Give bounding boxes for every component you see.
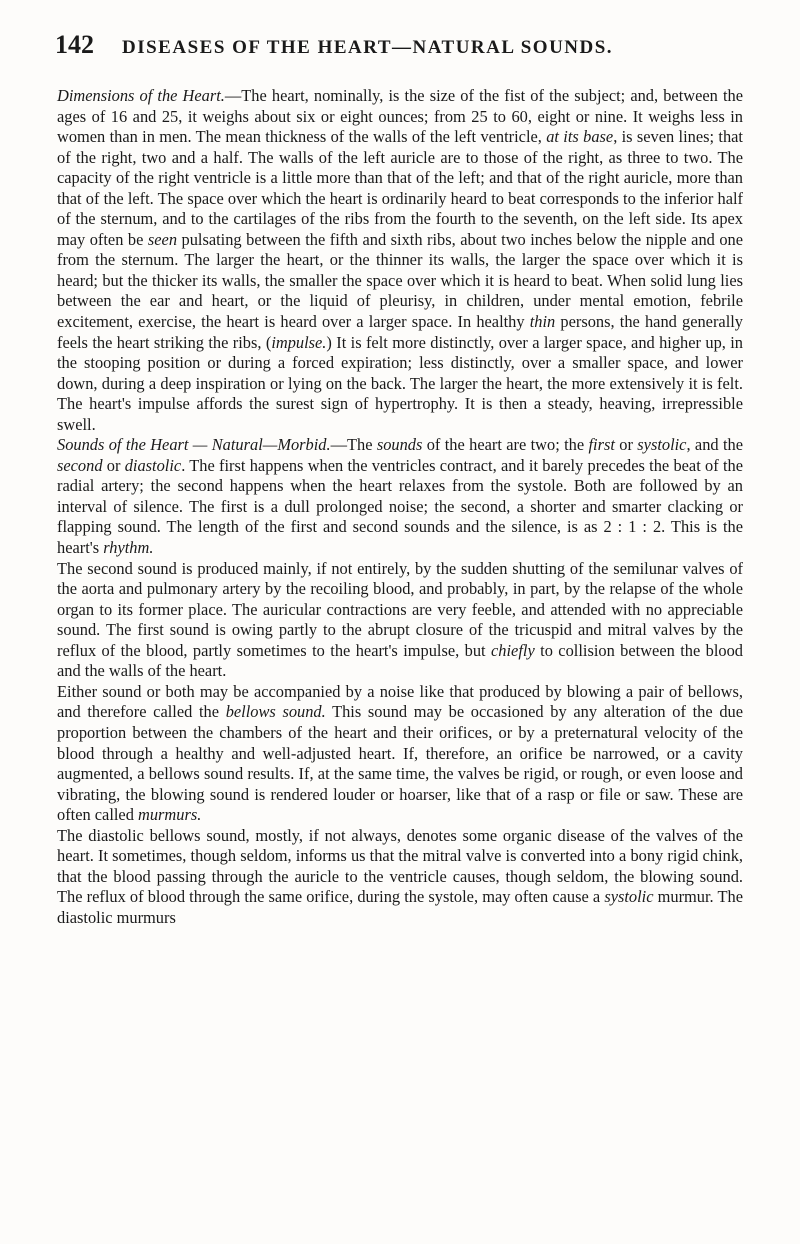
italic-text-run: at its base — [546, 127, 614, 147]
text-run: —The heart, nominally, is the size of the fist of the subject; and, between the ages of 16 and 25, it weighs about six or eight ounces; from 25 to 60, eight or nine. It weighs less in women than in men. The mean thickness of the walls of the left ventricle, — [57, 86, 743, 147]
text-run: pulsating between the fifth and sixth ribs, about two inches below the nipple and one from the sternum. The larger the heart, or the thinner its walls, the larger the space over which it is heard; but the thicker its walls, the smaller the space over which it is heard to beat. When solid lung lies between the ear and heart, or the liquid of pleurisy, in children, under mental emotion, febrile excitement, exercise, the heart is heard over a larger space. In healthy — [57, 229, 743, 332]
italic-text-run: diastolic — [124, 455, 182, 475]
italic-text-run: Dimensions of the Heart. — [57, 86, 225, 105]
text-run: This sound may be occasioned by any alteration of the due proportion between the chambers of the heart and their orifices, or by a preternatural velocity of the blood through a healthy and well-adjusted heart. If, therefore, an orifice be narrowed, or a cavity augmented, a bellows sound results. If, at the same time, the valves be rigid, or rough, or even loose and vibrating, the blowing sound is rendered louder or hoarser, like that of a rasp or file or saw. These are often called — [57, 702, 743, 825]
text-run: , is seven lines; that of the right, two and a half. The walls of the left auricle are to those of the right, as three to two. The capacity of the right ventricle is a little more than that of the left; and that of the right auricle, more than that of the left. The space over which the heart is ordinarily heard to beat corresponds to the inferior half of the sternum, and to the cartilages of the ribs from the fourth to the seventh, on the left side. Its apex may often be — [57, 127, 743, 249]
running-head: DISEASES OF THE HEART—NATURAL SOUNDS. — [122, 37, 614, 58]
text-run: or — [102, 455, 125, 475]
text-run: Either sound or both may be accompanied by a noise like that produced by blowing a pair of bellows, and therefore called the — [57, 681, 743, 722]
text-run: ) It is felt more distinctly, over a larger space, and higher up, in the stooping position or during a forced expiration; less distinctly, over a smaller space, and lower down, during a deep inspiration or lying on the back. The larger the heart, the more extensively it is felt. The heart's impulse affords the surest sign of hypertrophy. It is then a steady, heaving, irrepressible swell. — [57, 332, 744, 434]
italic-text-run: second — [57, 455, 103, 475]
italic-text-run: systolic — [637, 435, 687, 455]
italic-text-run: thin — [529, 312, 556, 332]
paragraph-bellows-sound — [57, 682, 743, 826]
text-run: . The first happens when the ventricles contract, and it barely precedes the beat of the radial artery; the second happens when the heart relaxes from the systole. Both are followed by an interval of silence. The first is a dull prolonged noise; the second, a shorter and smarter clacking or flapping sound. The length of the first and second sounds and the silence, is as 2 : 1 : 2. This is the heart's — [57, 455, 743, 558]
page-number: 142 — [55, 30, 94, 59]
text-run: or — [614, 435, 638, 455]
paragraph-sounds — [57, 435, 743, 558]
paragraph-second-sound — [57, 559, 743, 682]
text-run: , and the — [686, 435, 743, 455]
italic-text-run: bellows sound. — [225, 702, 326, 722]
page-header — [55, 30, 740, 60]
text-run: to collision between the blood and the walls of the heart. — [57, 640, 743, 681]
italic-text-run: seen — [147, 229, 178, 249]
text-run: —The — [330, 435, 377, 455]
italic-text-run: chiefly — [491, 640, 535, 660]
italic-text-run: first — [588, 435, 615, 455]
text-run: The second sound is produced mainly, if not entirely, by the sudden shutting of the semilunar valves of the aorta and pulmonary artery by the recoiling blood, and probably, in part, by the relapse of the whole organ to its former place. The auricular contractions are very feeble, and attended with no appreciable sound. The first sound is owing partly to the abrupt closure of the tricuspid and mitral valves by the reflux of the blood, partly sometimes to the heart's impulse, but — [57, 558, 743, 660]
text-run: The diastolic bellows sound, mostly, if not always, denotes some organic disease of the valves of the heart. It sometimes, though seldom, informs us that the mitral valve is converted into a bony rigid chink, that the blood passing through the auricle to the ventricle causes, though seldom, the blowing sound. The reflux of blood through the same orifice, during the systole, may often cause a — [57, 825, 743, 907]
italic-text-run: Sounds of the Heart — Natural—Morbid. — [57, 435, 331, 455]
paragraph-diastolic-murmur — [57, 826, 743, 929]
italic-text-run: impulse. — [271, 332, 327, 352]
text-run: persons, the hand generally feels the heart striking the ribs, ( — [57, 312, 743, 352]
text-run: of the heart are two; the — [422, 435, 589, 455]
italic-text-run: systolic — [604, 887, 654, 907]
italic-text-run: murmurs. — [138, 805, 202, 825]
paragraph-dimensions — [57, 86, 743, 435]
italic-text-run: sounds — [376, 435, 423, 455]
italic-text-run: rhythm. — [103, 538, 154, 558]
body-text — [57, 86, 743, 928]
text-run: murmur. The diastolic murmurs — [57, 887, 743, 927]
